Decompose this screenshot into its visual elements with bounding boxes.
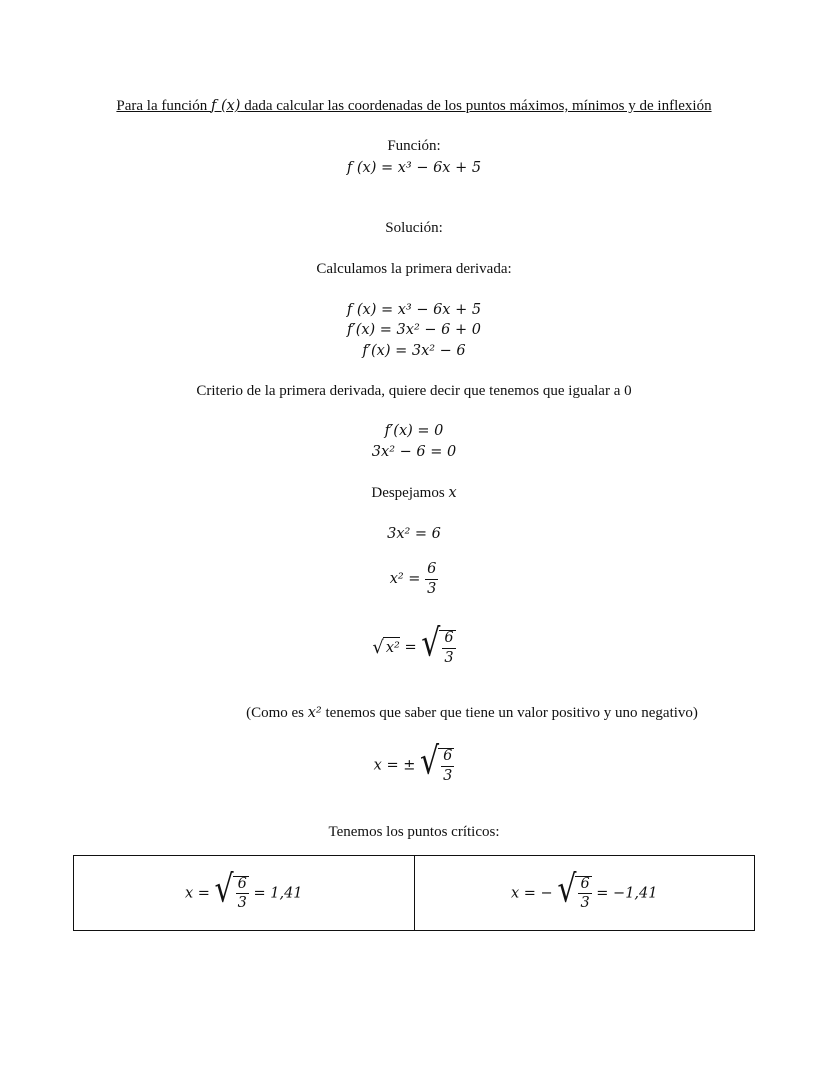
sqrt-x2-inner: x² bbox=[383, 637, 400, 659]
fraction-numerator: 6 bbox=[427, 561, 437, 577]
criterio-text: Criterio de la primera derivada, quiere decir que tenemos que igualar a 0 bbox=[196, 383, 632, 399]
despejamos-var: x bbox=[448, 485, 457, 501]
critical-label: Tenemos los puntos críticos: bbox=[328, 824, 500, 840]
step-pm-lhs: x = ± bbox=[373, 757, 416, 774]
fraction bbox=[442, 631, 455, 665]
fraction-numerator: 6 bbox=[443, 748, 453, 764]
criterio-line-2: 3x² − 6 = 0 bbox=[371, 444, 457, 460]
critical-rhs: = −1,41 bbox=[596, 885, 658, 901]
radical-icon: √ bbox=[421, 621, 441, 666]
sqrt-x2 bbox=[372, 637, 399, 659]
title-text-before: Para la función bbox=[116, 98, 211, 114]
fraction-denominator: 3 bbox=[444, 649, 454, 666]
fraction bbox=[425, 562, 438, 596]
funcion-label: Función: bbox=[387, 138, 441, 154]
derivative-line-3: f′(x) = 3x² − 6 bbox=[362, 343, 466, 359]
step-3x2: 3x² = 6 bbox=[387, 526, 441, 542]
critical-lhs: x = − bbox=[511, 885, 553, 901]
derivative-line-2: f′(x) = 3x² − 6 + 0 bbox=[347, 322, 481, 338]
note-var: x² bbox=[307, 705, 322, 721]
sqrt-fraction bbox=[557, 867, 591, 912]
critical-rhs: = 1,41 bbox=[253, 885, 303, 901]
fraction-numerator: 6 bbox=[580, 875, 590, 892]
radical-icon: √ bbox=[372, 636, 384, 658]
step-fraction bbox=[0, 562, 828, 596]
note-line bbox=[58, 705, 828, 722]
note-after: tenemos que saber que tiene un valor positivo y uno negativo) bbox=[321, 705, 698, 721]
sqrt-fraction bbox=[421, 621, 455, 666]
step-fraction-lhs: x² = bbox=[389, 571, 421, 587]
step-sqrt-eq: = bbox=[404, 639, 417, 656]
note-before: (Como es bbox=[246, 705, 308, 721]
despejamos-label: Despejamos bbox=[371, 485, 445, 501]
derivative-line-1: f (x) = x³ − 6x + 5 bbox=[346, 302, 482, 318]
criterio-line-1: f′(x) = 0 bbox=[384, 423, 444, 439]
despejamos-line bbox=[0, 485, 828, 502]
page-title bbox=[0, 98, 828, 115]
sqrt-fraction bbox=[214, 867, 249, 912]
solucion-label: Solución: bbox=[385, 220, 443, 236]
fraction bbox=[236, 877, 249, 911]
title-fx: f (x) bbox=[210, 98, 241, 114]
fraction-denominator: 3 bbox=[580, 895, 590, 911]
fraction-numerator: 6 bbox=[444, 630, 454, 646]
critical-points-table bbox=[73, 855, 755, 931]
sqrt-fraction bbox=[419, 739, 454, 784]
derivative-intro: Calculamos la primera derivada: bbox=[316, 261, 512, 277]
fraction-denominator: 3 bbox=[427, 580, 437, 597]
fraction-numerator: 6 bbox=[237, 875, 247, 892]
step-plus-minus bbox=[0, 739, 828, 784]
critical-point-positive bbox=[74, 856, 415, 931]
radical-icon: √ bbox=[419, 739, 440, 784]
step-sqrt bbox=[0, 621, 828, 666]
radical-icon: √ bbox=[557, 867, 577, 912]
fraction-denominator: 3 bbox=[443, 767, 453, 784]
fraction bbox=[441, 749, 454, 783]
fraction bbox=[578, 877, 591, 911]
funcion-expression: f (x) = x³ − 6x + 5 bbox=[346, 160, 482, 176]
critical-point-negative bbox=[414, 856, 755, 931]
radical-icon: √ bbox=[214, 867, 234, 912]
fraction-denominator: 3 bbox=[237, 895, 247, 911]
title-text-after: dada calcular las coordenadas de los puntos máximos, mínimos y de inflexión bbox=[240, 98, 712, 114]
critical-lhs: x = bbox=[184, 885, 210, 901]
